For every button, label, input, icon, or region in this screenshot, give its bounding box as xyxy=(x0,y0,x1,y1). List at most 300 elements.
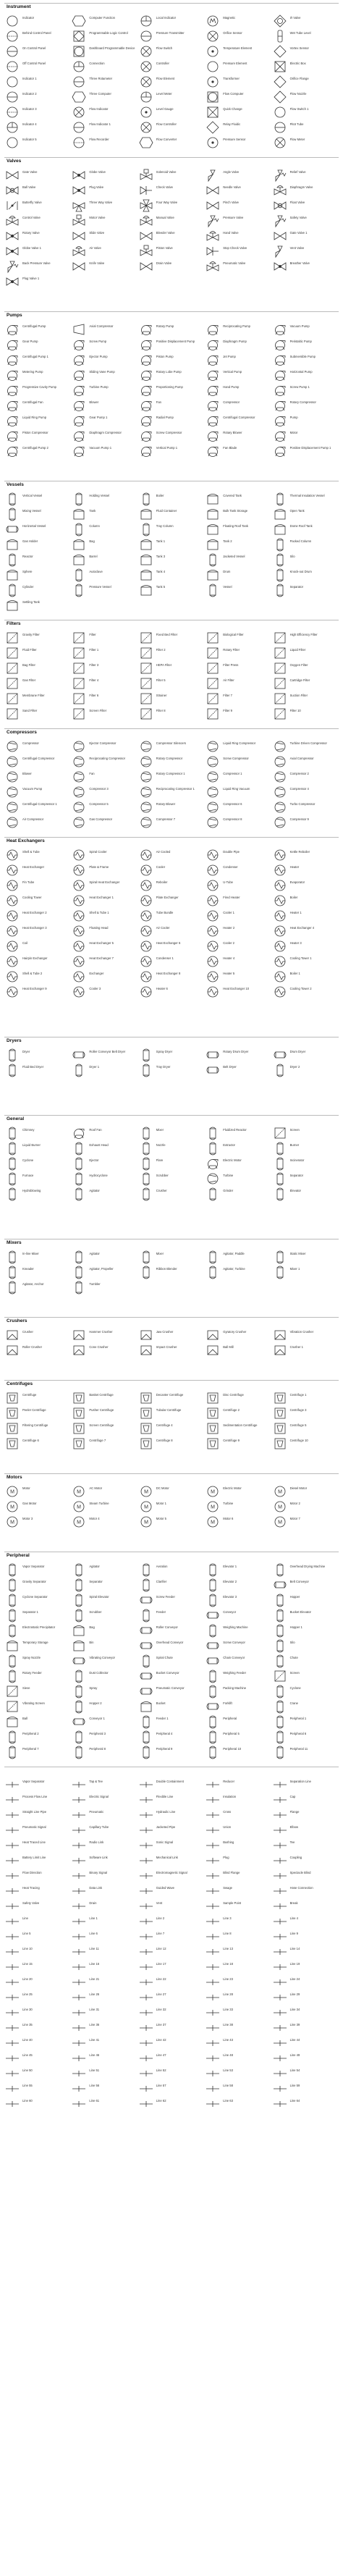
symbol-label: Column xyxy=(89,524,100,528)
symbol-label: Packing Machine xyxy=(223,1686,247,1690)
symbol-cell xyxy=(273,893,338,908)
crusher-symbol-icon xyxy=(5,1328,20,1342)
symbol-label: Mechanical Link xyxy=(156,1856,178,1859)
symbol-label: Safety Valve xyxy=(289,216,307,219)
symbol-cell xyxy=(139,1608,204,1622)
symbol-label: Centrifuge 2 xyxy=(223,1408,240,1412)
tube-symbol-icon xyxy=(273,29,287,43)
symbol-label: Filter 7 xyxy=(223,694,232,697)
symbol-cell xyxy=(72,1265,137,1279)
filter-symbol-icon xyxy=(5,676,20,691)
hexagon-symbol-icon xyxy=(72,14,86,28)
line-symbol-icon xyxy=(5,1929,20,1944)
check-symbol-icon xyxy=(206,244,220,258)
pump-symbol-icon xyxy=(139,429,153,443)
vessel-symbol-icon xyxy=(5,1578,20,1592)
symbol-cell xyxy=(206,1436,271,1451)
symbol-cell xyxy=(139,398,204,413)
symbol-cell xyxy=(72,90,137,104)
symbol-label: Weighing Machine xyxy=(223,1625,248,1629)
symbol-cell xyxy=(72,1714,137,1729)
symbol-label: Fin Tube xyxy=(22,880,35,884)
filter-symbol-icon xyxy=(273,661,287,675)
symbol-cell xyxy=(206,770,271,784)
hx-symbol-icon xyxy=(206,863,220,877)
symbol-cell xyxy=(72,848,137,862)
hx-symbol-icon xyxy=(139,954,153,969)
symbol-label: Computer Function xyxy=(89,16,116,20)
symbol-cell xyxy=(273,1838,338,1853)
symbol-label: Cyclone Separator xyxy=(22,1595,48,1599)
symbol-cell xyxy=(273,1562,338,1577)
circle-dash-symbol-icon xyxy=(5,59,20,74)
symbol-cell xyxy=(206,1838,271,1853)
hx-symbol-icon xyxy=(206,909,220,923)
hx-symbol-icon xyxy=(72,924,86,938)
pump-symbol-icon xyxy=(72,444,86,458)
symbol-label: Line 41 xyxy=(89,2038,100,2042)
symbol-cell xyxy=(273,646,338,660)
line-symbol-icon xyxy=(273,2005,287,2020)
symbol-cell xyxy=(72,522,137,536)
symbol-label: Heat Exchanger xyxy=(22,865,45,869)
symbol-label: Gas Compressor xyxy=(89,817,113,821)
symbol-cell xyxy=(273,1777,338,1792)
symbol-label: Settling Tank xyxy=(22,600,40,604)
symbol-cell xyxy=(139,1714,204,1729)
symbol-cell xyxy=(72,568,137,582)
symbol-cell xyxy=(72,800,137,815)
symbol-cell xyxy=(139,353,204,367)
symbol-label: Hand Valve xyxy=(223,231,239,235)
three-way-symbol-icon xyxy=(72,198,86,213)
symbol-cell xyxy=(5,522,70,536)
symbol-label: Peripheral 9 xyxy=(156,1747,173,1751)
pump-symbol-icon xyxy=(139,337,153,352)
symbol-label: Pneumatic xyxy=(89,1810,104,1814)
line-symbol-icon xyxy=(72,1869,86,1883)
symbol-cell xyxy=(5,2051,70,2066)
symbol-cell xyxy=(72,1063,137,1077)
line-symbol-icon xyxy=(206,1808,220,1822)
symbol-label: Nozzle xyxy=(156,1143,166,1147)
symbol-cell xyxy=(5,368,70,382)
vessel-symbol-icon xyxy=(273,1156,287,1171)
filter-symbol-icon xyxy=(72,691,86,706)
symbol-cell xyxy=(139,1669,204,1683)
symbol-label: Reciprocating Compressor 1 xyxy=(156,787,195,791)
symbol-cell xyxy=(5,1853,70,1868)
symbol-label: Peeler Centrifuge xyxy=(22,1408,46,1412)
symbol-label: Data Link xyxy=(89,1886,103,1890)
symbol-cell xyxy=(273,1171,338,1186)
symbol-cell xyxy=(206,1714,271,1729)
four-way-symbol-icon xyxy=(139,198,153,213)
symbol-label: Plate Exchanger xyxy=(156,896,179,899)
symbol-label: Peripheral xyxy=(223,1717,237,1720)
symbol-cell xyxy=(206,1328,271,1342)
symbol-cell xyxy=(139,691,204,706)
symbol-cell xyxy=(5,1484,70,1499)
symbol-cell xyxy=(273,1638,338,1653)
symbol-cell xyxy=(139,1730,204,1744)
pump-symbol-icon xyxy=(273,444,287,458)
symbol-cell xyxy=(139,1960,204,1974)
hx-symbol-icon xyxy=(72,909,86,923)
vessel-symbol-icon xyxy=(72,1562,86,1577)
pump-symbol-icon xyxy=(139,368,153,382)
symbol-label: Condenser 1 xyxy=(156,956,174,960)
symbol-cell xyxy=(139,1684,204,1699)
symbol-cell xyxy=(5,90,70,104)
symbol-label: DC Motor xyxy=(156,1486,169,1490)
filter-symbol-icon xyxy=(139,707,153,721)
symbol-cell xyxy=(139,1265,204,1279)
symbol-label: Mixer xyxy=(156,1128,164,1132)
symbol-label: Filtering Centrifuge xyxy=(22,1423,48,1427)
symbol-label: Ball Mill xyxy=(223,1345,234,1349)
line-symbol-icon xyxy=(5,2082,20,2096)
symbol-label: Agitator, Propeller xyxy=(89,1267,114,1271)
square-x-symbol-icon xyxy=(206,105,220,119)
symbol-label: Screen Filter xyxy=(89,709,107,712)
line-symbol-icon xyxy=(72,1853,86,1868)
motor-symbol-icon xyxy=(139,1499,153,1514)
symbol-cell xyxy=(206,105,271,119)
tank-symbol-icon xyxy=(72,537,86,552)
vessel-symbol-icon xyxy=(273,1171,287,1186)
symbol-cell xyxy=(206,90,271,104)
symbol-label: Bin xyxy=(89,1641,94,1644)
symbol-label: Spectacle Blind xyxy=(289,1871,311,1874)
filter-symbol-icon xyxy=(5,1699,20,1714)
centrifuge-symbol-icon xyxy=(206,1391,220,1405)
filter-symbol-icon xyxy=(206,691,220,706)
symbol-label: Sieve xyxy=(22,1686,30,1690)
symbol-label: Flow Switch 1 xyxy=(289,107,309,111)
symbol-cell xyxy=(206,1745,271,1759)
motor-symbol-icon xyxy=(139,1515,153,1529)
filter-symbol-icon xyxy=(72,661,86,675)
vessel-symbol-icon xyxy=(72,1730,86,1744)
symbol-label: Kettle Reboiler xyxy=(289,850,310,854)
symbol-cell xyxy=(72,1990,137,2005)
symbol-cell xyxy=(72,259,137,274)
symbol-label: Conveyor xyxy=(223,1610,237,1614)
motor-m-glyph: M xyxy=(277,1520,282,1525)
section-6 xyxy=(0,837,343,1030)
symbol-label: Jacketed Vessel xyxy=(223,555,245,558)
tank-symbol-icon xyxy=(72,1623,86,1638)
symbol-cell xyxy=(72,707,137,721)
symbol-cell xyxy=(273,1884,338,1898)
bowtie-symbol-icon xyxy=(72,259,86,274)
symbol-label: Line 25 xyxy=(22,1992,33,1996)
line-symbol-icon xyxy=(206,1914,220,1929)
line-symbol-icon xyxy=(72,2021,86,2035)
symbol-label: Rotary Compressor xyxy=(156,757,183,760)
symbol-label: Centrifuge 1 xyxy=(289,1393,307,1397)
vessel-symbol-icon xyxy=(206,1593,220,1607)
symbol-cell xyxy=(139,954,204,969)
symbol-label: Drain Valve xyxy=(156,261,172,265)
symbol-cell xyxy=(5,2036,70,2050)
compressor-symbol-icon xyxy=(72,785,86,799)
pump-symbol-icon xyxy=(206,1156,220,1171)
symbol-label: Air Cooled xyxy=(156,850,171,854)
symbol-label: Flow Element xyxy=(156,77,175,80)
symbol-cell xyxy=(206,739,271,754)
pump-symbol-icon xyxy=(72,337,86,352)
vessel-h-symbol-icon xyxy=(139,1684,153,1699)
compressor-symbol-icon xyxy=(139,754,153,769)
symbol-label: Check Valve xyxy=(156,185,173,189)
pump-symbol-icon xyxy=(206,413,220,428)
section-9 xyxy=(0,1239,343,1310)
symbol-label: Tube Bundle xyxy=(156,911,174,914)
symbol-cell xyxy=(72,2097,137,2111)
vessel-h-symbol-icon xyxy=(206,1699,220,1714)
symbol-label: Air Compressor xyxy=(22,817,44,821)
hx-symbol-icon xyxy=(273,954,287,969)
symbol-cell xyxy=(273,1945,338,1959)
symbol-cell xyxy=(206,893,271,908)
filter-symbol-icon xyxy=(72,676,86,691)
symbol-label: Fan xyxy=(156,400,162,404)
symbol-cell xyxy=(273,2005,338,2020)
section-divider xyxy=(4,3,339,4)
symbol-cell xyxy=(5,754,70,769)
circle-x-symbol-icon xyxy=(139,120,153,135)
vessel-symbol-icon xyxy=(273,1562,287,1577)
filter-symbol-icon xyxy=(5,1684,20,1699)
symbol-cell xyxy=(72,1838,137,1853)
compressor-symbol-icon xyxy=(5,800,20,815)
symbol-cell xyxy=(139,1777,204,1792)
line-symbol-icon xyxy=(139,1838,153,1853)
symbol-cell xyxy=(72,1899,137,1914)
crusher-symbol-icon xyxy=(72,1343,86,1358)
tank-symbol-icon xyxy=(206,492,220,506)
symbol-label: Heat Exchanger 5 xyxy=(89,941,114,945)
motor-m-glyph: M xyxy=(211,1489,216,1495)
vessel-symbol-icon xyxy=(273,1593,287,1607)
vessel-symbol-icon xyxy=(72,1578,86,1592)
symbol-cell xyxy=(139,2036,204,2050)
symbol-label: Line 20 xyxy=(22,1977,33,1981)
symbol-cell xyxy=(206,1141,271,1156)
symbol-label: Peripheral 11 xyxy=(289,1747,308,1751)
symbol-cell xyxy=(139,1328,204,1342)
symbol-label: Centrifugal Compressor xyxy=(22,757,55,760)
symbol-cell xyxy=(5,1391,70,1405)
symbol-label: Line 54 xyxy=(289,2068,300,2072)
trapezoid-symbol-icon xyxy=(72,322,86,337)
vessel-symbol-icon xyxy=(139,1141,153,1156)
symbol-cell xyxy=(72,815,137,830)
filter-symbol-icon xyxy=(139,631,153,645)
symbol-cell xyxy=(72,1436,137,1451)
symbol-cell xyxy=(273,1899,338,1914)
symbol-label: Separator xyxy=(89,1580,103,1583)
symbol-cell xyxy=(5,507,70,521)
symbol-label: Off Control Panel xyxy=(22,62,46,65)
symbol-label: Three Rotameter xyxy=(89,77,113,80)
symbol-label: Rotary Compressor xyxy=(289,400,316,404)
filter-symbol-icon xyxy=(5,691,20,706)
vessel-symbol-icon xyxy=(273,1699,287,1714)
symbol-label: Compressor Silencers xyxy=(156,741,186,745)
filter-symbol-icon xyxy=(273,631,287,645)
bowtie-symbol-icon xyxy=(139,229,153,243)
vessel-h-symbol-icon xyxy=(72,1048,86,1062)
vessel-symbol-icon xyxy=(273,1730,287,1744)
line-symbol-icon xyxy=(273,1945,287,1959)
symbol-cell xyxy=(139,1250,204,1264)
symbol-label: Quick Change xyxy=(223,107,242,111)
symbol-label: Pressure Valve xyxy=(223,216,244,219)
symbol-cell xyxy=(72,1929,137,1944)
symbol-label: Cooler 3 xyxy=(89,987,101,990)
pump-symbol-icon xyxy=(5,444,20,458)
symbol-cell xyxy=(139,815,204,830)
symbol-label: Hopper 2 xyxy=(89,1701,102,1705)
symbol-label: Gate Valve 1 xyxy=(289,231,308,235)
symbol-label: High Efficiency Filter xyxy=(289,633,318,636)
symbol-label: Screw Pump xyxy=(89,340,107,343)
vessel-symbol-icon xyxy=(72,522,86,536)
motor-symbol-icon xyxy=(206,1515,220,1529)
symbol-cell xyxy=(139,848,204,862)
bowtie-ball-symbol-icon xyxy=(273,198,287,213)
symbol-label: Line 16 xyxy=(89,1962,100,1966)
symbol-cell xyxy=(5,661,70,675)
line-symbol-icon xyxy=(72,2082,86,2096)
line-symbol-icon xyxy=(206,1929,220,1944)
hexagon-symbol-icon xyxy=(139,135,153,150)
symbol-label: Line 57 xyxy=(156,2084,166,2087)
symbol-cell xyxy=(273,691,338,706)
symbol-cell xyxy=(139,1899,204,1914)
symbol-cell xyxy=(139,878,204,893)
symbol-cell xyxy=(206,1623,271,1638)
filter-symbol-icon xyxy=(273,676,287,691)
hx-symbol-icon xyxy=(139,985,153,999)
compressor-symbol-icon xyxy=(273,785,287,799)
symbol-label: Hopper 1 xyxy=(289,1625,302,1629)
symbol-cell xyxy=(139,1853,204,1868)
pump-symbol-icon xyxy=(206,429,220,443)
symbol-cell xyxy=(273,1823,338,1838)
symbol-label: Membrane Filter xyxy=(22,694,45,697)
symbol-label: Hydraulic Line xyxy=(156,1810,176,1814)
symbol-cell xyxy=(72,954,137,969)
line-symbol-icon xyxy=(5,1823,20,1838)
symbol-cell xyxy=(5,1515,70,1529)
vessel-symbol-icon xyxy=(139,492,153,506)
vessel-symbol-icon xyxy=(206,1265,220,1279)
line-symbol-icon xyxy=(72,1793,86,1807)
symbol-cell xyxy=(273,909,338,923)
filter-symbol-icon xyxy=(273,1669,287,1683)
symbol-cell xyxy=(273,368,338,382)
symbol-cell xyxy=(273,337,338,352)
symbol-label: Compressor 2 xyxy=(289,772,309,775)
symbol-cell xyxy=(72,1884,137,1898)
filter-symbol-icon xyxy=(72,707,86,721)
symbol-label: Forklift xyxy=(223,1701,232,1705)
symbol-label: Double Containment xyxy=(156,1780,184,1783)
compressor-symbol-icon xyxy=(72,800,86,815)
tank-symbol-icon xyxy=(5,568,20,582)
section-title: Valves xyxy=(7,159,22,164)
symbol-label: HEPA Filter xyxy=(156,663,172,667)
symbol-cell xyxy=(5,183,70,198)
symbol-cell xyxy=(5,583,70,597)
symbol-label: Vertical Pump xyxy=(223,370,242,374)
symbol-cell xyxy=(139,1990,204,2005)
symbol-cell xyxy=(273,985,338,999)
symbol-label: Filter 9 xyxy=(223,709,232,712)
motor-symbol-icon xyxy=(5,1484,20,1499)
symbol-cell xyxy=(206,552,271,567)
symbol-label: Floating Roof Tank xyxy=(223,524,249,528)
symbol-cell xyxy=(206,2082,271,2096)
symbol-label: Condenser xyxy=(223,865,238,869)
line-symbol-icon xyxy=(206,1853,220,1868)
symbol-cell xyxy=(273,1669,338,1683)
compressor-symbol-icon xyxy=(5,770,20,784)
symbol-label: Separator xyxy=(289,1174,303,1177)
motor-m-glyph: M xyxy=(143,1520,148,1525)
symbol-label: Covered Tank xyxy=(223,494,242,497)
bowtie-symbol-icon xyxy=(206,183,220,198)
circle-dash-symbol-icon xyxy=(5,105,20,119)
hx-symbol-icon xyxy=(72,863,86,877)
symbol-label: Fan xyxy=(89,772,95,775)
line-symbol-icon xyxy=(206,1990,220,2005)
filter-symbol-icon xyxy=(5,707,20,721)
tank-symbol-icon xyxy=(72,507,86,521)
line-symbol-icon xyxy=(273,2051,287,2066)
symbol-cell xyxy=(72,2066,137,2081)
symbol-cell xyxy=(139,676,204,691)
symbol-cell xyxy=(273,507,338,521)
line-symbol-icon xyxy=(5,2036,20,2050)
symbol-cell xyxy=(139,1793,204,1807)
compressor-symbol-icon xyxy=(206,754,220,769)
symbol-cell xyxy=(139,183,204,198)
symbol-cell xyxy=(5,1436,70,1451)
symbol-cell xyxy=(72,337,137,352)
symbol-label: Dome Roof Tank xyxy=(289,524,313,528)
line-symbol-icon xyxy=(139,2036,153,2050)
symbol-label: Agitator xyxy=(89,1189,100,1192)
line-symbol-icon xyxy=(72,1777,86,1792)
vessel-symbol-icon xyxy=(139,1048,153,1062)
hx-symbol-icon xyxy=(72,878,86,893)
line-symbol-icon xyxy=(5,1990,20,2005)
filter-symbol-icon xyxy=(273,707,287,721)
symbol-cell xyxy=(206,1853,271,1868)
section-divider xyxy=(4,1380,339,1381)
filter-symbol-icon xyxy=(206,676,220,691)
symbol-cell xyxy=(139,29,204,43)
centrifuge-symbol-icon xyxy=(72,1406,86,1420)
symbol-cell xyxy=(5,1823,70,1838)
vessel-symbol-icon xyxy=(5,1654,20,1668)
line-symbol-icon xyxy=(5,1777,20,1792)
